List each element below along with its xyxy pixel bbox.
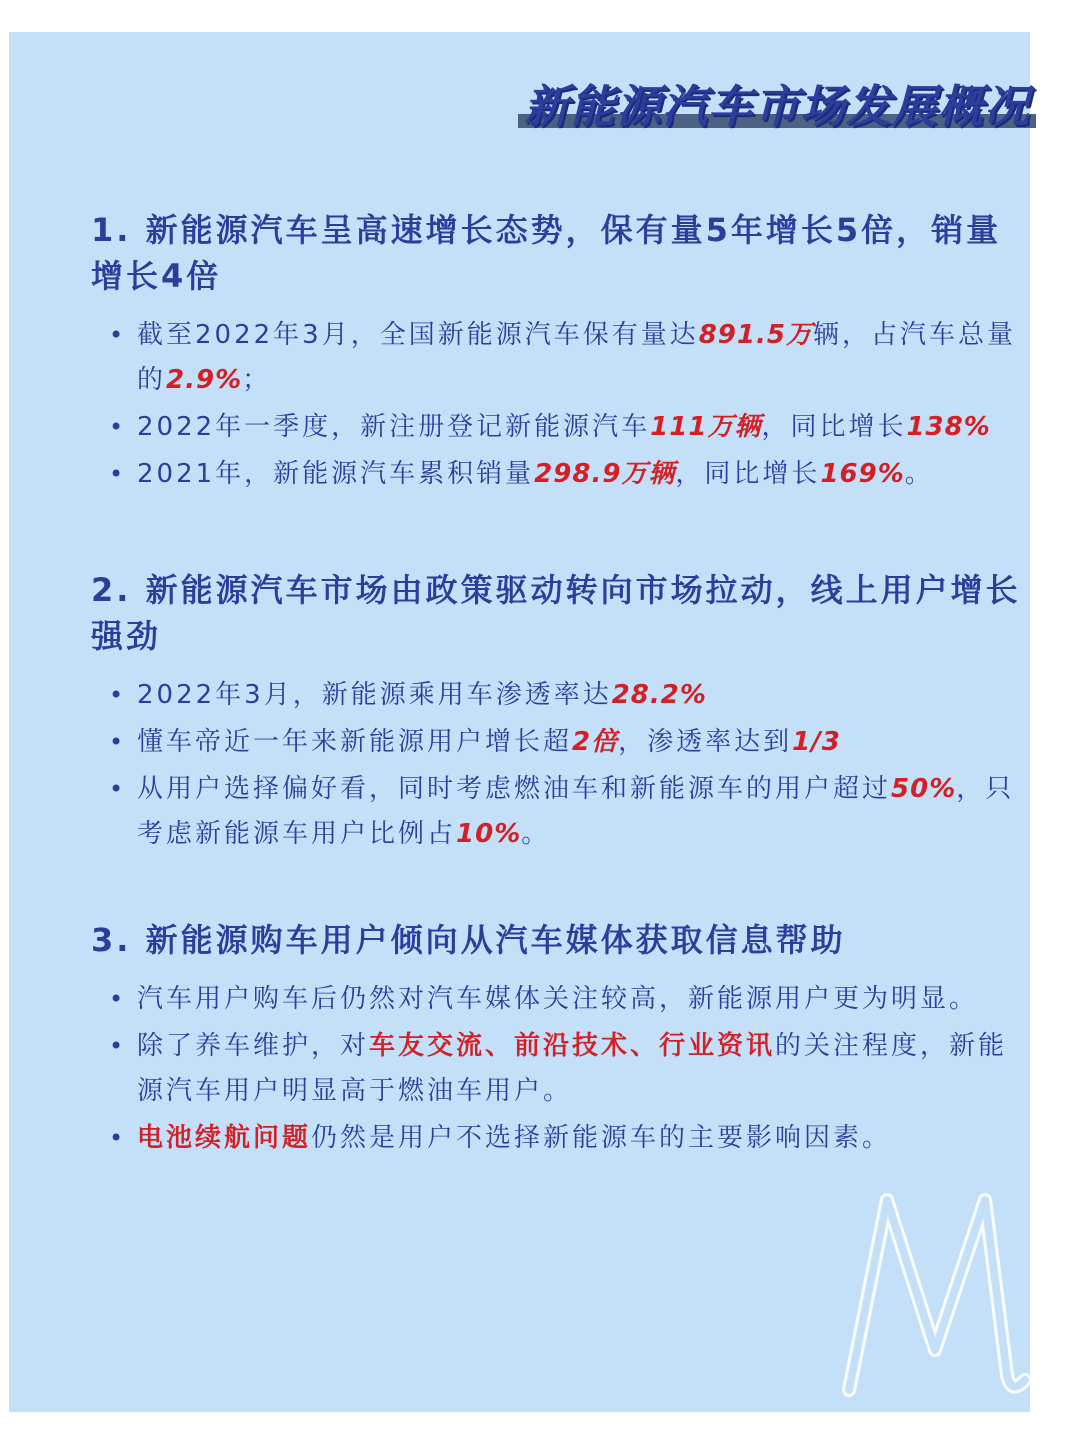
list-item: • 2022年一季度，新注册登记新能源汽车111万辆，同比增长138% xyxy=(91,405,1021,450)
page-title: 新能源汽车市场发展概况 xyxy=(523,80,1030,133)
section-3-title: 3. 新能源购车用户倾向从汽车媒体获取信息帮助 xyxy=(91,921,846,959)
section-3-list xyxy=(91,977,1021,1161)
highlight: 891.5万 xyxy=(698,320,813,350)
highlight: 2倍 xyxy=(572,727,619,757)
highlight: 28.2% xyxy=(611,680,707,710)
list-item: • 截至2022年3月，全国新能源汽车保有量达891.5万辆，占汽车总量的2.9%； xyxy=(91,313,1021,403)
section-2-title: 2. 新能源汽车市场由政策驱动转向市场拉动，线上用户增长强劲 xyxy=(91,571,1021,655)
section-3 xyxy=(91,917,1021,1163)
highlight: 10% xyxy=(456,819,522,849)
title-block xyxy=(524,70,1030,135)
list-item: • 汽车用户购车后仍然对汽车媒体关注较高，新能源用户更为明显。 xyxy=(91,977,1021,1022)
list-item: • 电池续航问题仍然是用户不选择新能源车的主要影响因素。 xyxy=(91,1116,1021,1161)
highlight: 138% xyxy=(906,412,991,442)
list-item: • 除了养车维护，对车友交流、前沿技术、行业资讯的关注程度，新能源汽车用户明显高于燃油车用户。 xyxy=(91,1024,1021,1114)
content-card xyxy=(9,32,1030,1412)
highlight: 50% xyxy=(891,774,957,804)
watermark-m-logo xyxy=(835,1180,1035,1410)
section-1-title: 1. 新能源汽车呈高速增长态势，保有量5年增长5倍，销量增长4倍 xyxy=(91,211,1002,295)
section-1-list xyxy=(91,313,1021,497)
section-1 xyxy=(91,207,1021,499)
list-item: • 2022年3月，新能源乘用车渗透率达28.2% xyxy=(91,673,1021,718)
list-item: • 懂车帝近一年来新能源用户增长超2倍，渗透率达到1/3 xyxy=(91,720,1021,765)
highlight: 111万辆 xyxy=(650,412,762,442)
highlight: 车友交流、前沿技术、行业资讯 xyxy=(369,1031,776,1061)
section-2 xyxy=(91,567,1021,859)
highlight: 2.9% xyxy=(166,365,243,395)
list-item: • 2021年，新能源汽车累积销量298.9万辆，同比增长169%。 xyxy=(91,452,1021,497)
highlight: 1/3 xyxy=(792,727,841,757)
highlight: 298.9万辆 xyxy=(534,459,676,489)
highlight: 169% xyxy=(820,459,905,489)
section-2-list xyxy=(91,673,1021,857)
list-item: • 从用户选择偏好看，同时考虑燃油车和新能源车的用户超过50%，只考虑新能源车用户比例占10%。 xyxy=(91,767,1021,857)
highlight: 电池续航问题 xyxy=(137,1123,312,1153)
